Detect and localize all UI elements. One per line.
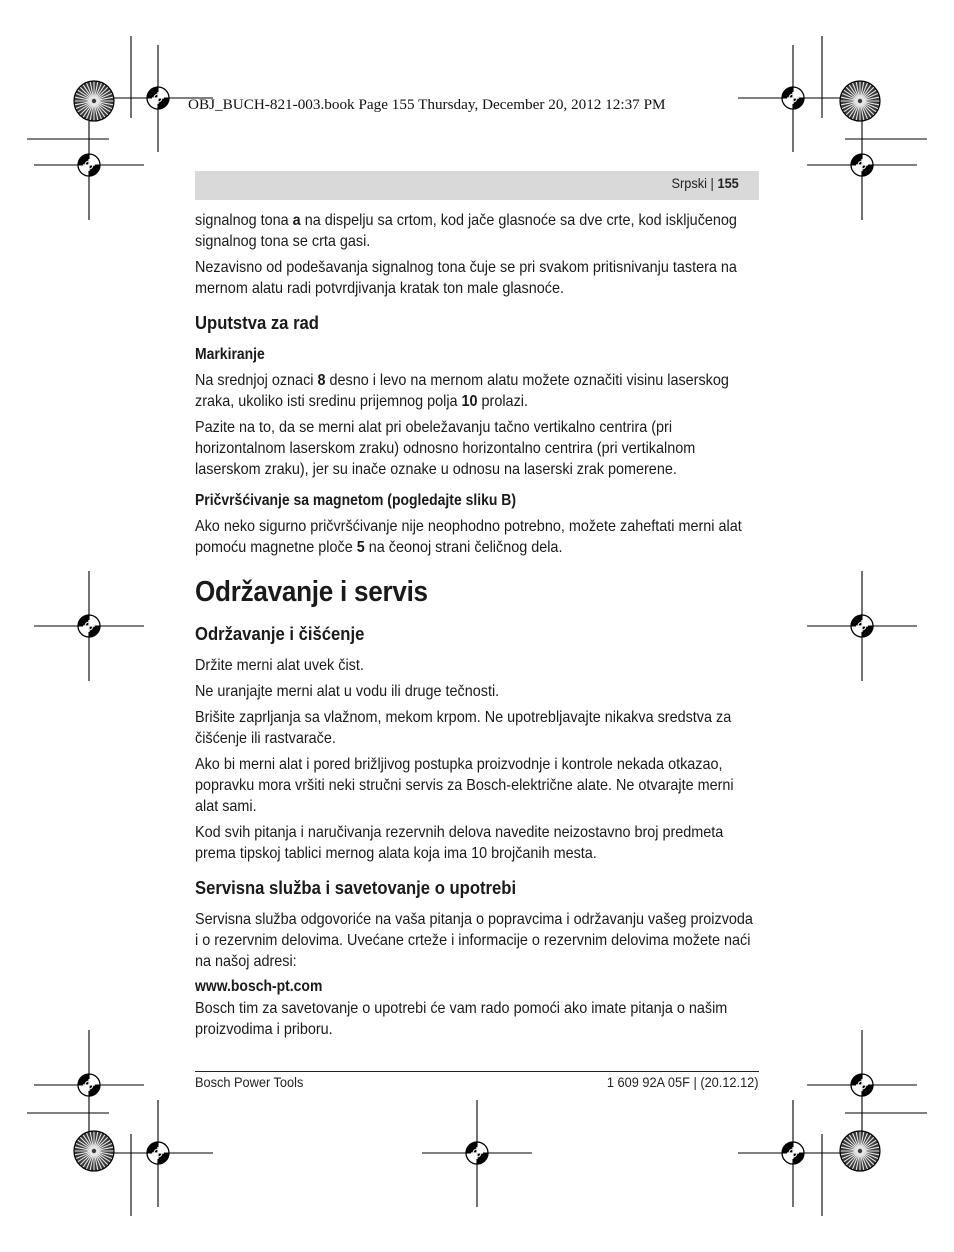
section-heading-servis: Servisna služba i savetovanje o upotrebi — [195, 877, 517, 898]
intro-paragraph-2: Nezavisno od podešavanja signalnog tona čuje se pri svakom pritisnivanju tastera na mernom alatu radi potvrdjivanja kratak ton male glasnoće. — [195, 259, 737, 297]
print-slug: OBJ_BUCH-821-003.book Page 155 Thursday, December 20, 2012 12:37 PM — [188, 96, 666, 113]
footer-brand: Bosch Power Tools — [195, 1075, 304, 1091]
ciscenje-paragraph-1: Držite merni alat uvek čist. — [195, 657, 364, 674]
ciscenje-paragraph-4: Ako bi merni alat i pored brižljivog postupka proizvodnje i kontrole nekada otkazao, popravku mora vršiti neki stručni servis za Bosch-električne alate. Ne otvarajte merni alat sami. — [195, 756, 734, 815]
website-link[interactable]: www.bosch-pt.com — [195, 978, 323, 995]
section-heading-ciscenje: Održavanje i čišćenje — [195, 623, 365, 644]
chapter-title: Održavanje i servis — [195, 576, 428, 608]
footer-rule — [195, 1071, 759, 1072]
ciscenje-paragraph-5: Kod svih pitanja i naručivanja rezervnih delova navedite neizostavno broj predmeta prema tipskoj tablici mernog alata koja ima 10 brojčanih mesta. — [195, 824, 724, 862]
header-separator: | — [710, 176, 715, 192]
servis-paragraph-2: Bosch tim za savetovanje o upotrebi će vam rado pomoći ako imate pitanja o našim proizvodima i priboru. — [195, 1000, 728, 1038]
ciscenje-paragraph-2: Ne uranjajte merni alat u vodu ili druge tečnosti. — [195, 683, 500, 700]
intro-paragraph-1: signalnog tona a na dispelju sa crtom, kod jače glasnoće sa dve crte, kod isključenog signalnog tona se crta gasi. — [195, 212, 737, 250]
header-language: Srpski — [671, 176, 708, 192]
markiranje-paragraph-2: Pazite na to, da se merni alat pri obeležavanju tačno vertikalno centrira (pri horizontalnom laserskom zraku) odnosno horizontalno centrira (pri vertikalnom laserskom zraku), jer su inače oznake u odnosu na laserski zrak pomerene. — [195, 419, 696, 478]
section-heading-uputstva: Uputstva za rad — [195, 312, 319, 333]
footer-doc-number: 1 609 92A 05F | (20.12.12) — [607, 1075, 759, 1091]
subheading-magnet: Pričvršćivanje sa magnetom (pogledajte sliku B) — [195, 492, 516, 509]
page-content — [195, 210, 758, 1045]
ciscenje-paragraph-3: Brišite zaprljanja sa vlažnom, mekom krpom. Ne upotrebljavajte nikakva sredstva za čišćenje ili rastvarače. — [195, 709, 732, 747]
page-number: 155 — [717, 176, 739, 192]
servis-paragraph-1: Servisna služba odgovoriće na vaša pitanja o popravcima i održavanju vašeg proizvoda i o rezervnim delovima. Uvećane crteže i informacije o rezervnim delovima možete naći na našoj adresi: — [195, 911, 753, 970]
key-label: a — [292, 212, 301, 229]
magnet-paragraph: Ako neko sigurno pričvršćivanje nije neophodno potrebno, možete zaheftati merni alat pomoću magnetne ploče 5 na čeonoj strani čeličnog dela. — [195, 518, 742, 556]
page-header — [195, 171, 759, 200]
subheading-markiranje: Markiranje — [195, 346, 265, 363]
header-text — [672, 176, 739, 192]
markiranje-paragraph-1: Na srednjoj oznaci 8 desno i levo na mernom alatu možete označiti visinu laserskog zraka, ukoliko isti sredinu prijemnog polja 10 prolazi. — [195, 372, 729, 410]
